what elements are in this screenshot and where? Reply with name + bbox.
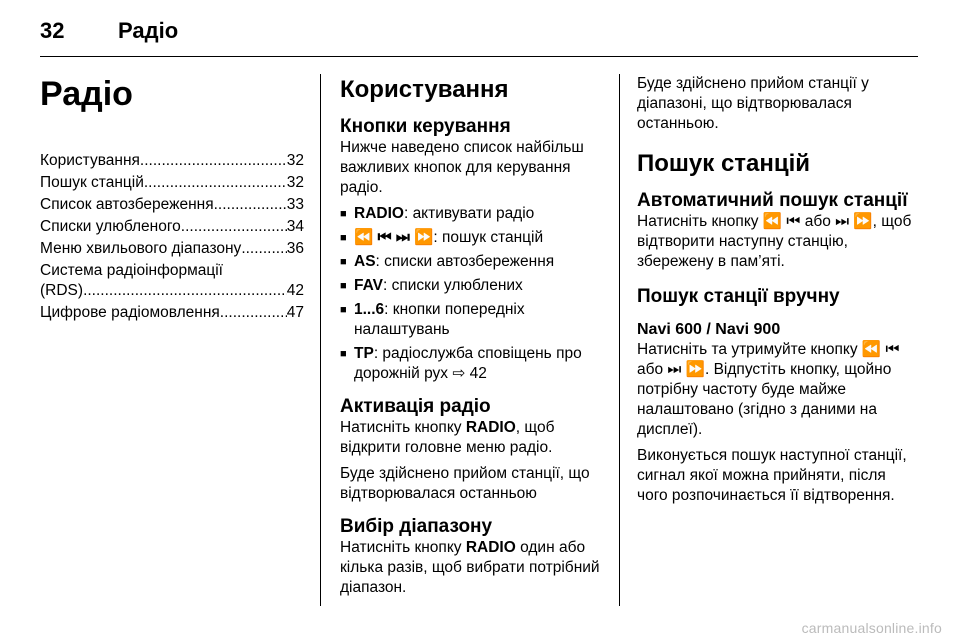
watermark: carmanualsonline.info — [801, 620, 942, 636]
toc-item[interactable]: Списки улюбленого ..... 34 — [40, 217, 304, 237]
manual-search-text-1: Натисніть та утримуйте кнопку ⏪ ⏮ або ⏭ ⏩. Відпустіть кнопку, щойно потрібну частоту буде майже налаштовано (згідно з даними на дисплеї). — [637, 341, 900, 438]
toc-item[interactable]: Меню хвильового діапазону ..... 36 — [40, 239, 304, 259]
column-divider-1 — [320, 74, 321, 606]
table-of-contents — [40, 151, 304, 323]
column-toc — [40, 74, 304, 325]
subsection-activation: Активація радіо — [340, 396, 491, 417]
page-header — [40, 18, 920, 54]
band-text: Натисніть кнопку RADIO один або кілька разів, щоб вибрати потрібний діапазон. — [340, 539, 600, 596]
column-usage — [340, 74, 606, 598]
list-item: ■ 1...6: кнопки попередніх налаштувань — [340, 301, 525, 338]
header-title: Радіо — [118, 18, 179, 43]
list-item: ■ TP: радіослужба сповіщень про дорожній рух ⇨ 42 — [340, 345, 582, 382]
subsection-manual-search: Пошук станції вручну — [637, 286, 840, 307]
toc-item[interactable]: Цифрове радіомовлення ..... 47 — [40, 303, 304, 323]
manual-search-text-2: Виконується пошук наступної станції, сигнал якої можна прийняти, після чого розпочинається її відтворення. — [637, 447, 907, 504]
toc-item[interactable]: Список автозбереження ..... 33 — [40, 195, 304, 215]
band-intro-text: Буде здійснено прийом станції у діапазоні, що відтворювалася останньою. — [637, 75, 869, 132]
seek-icon: ⏪ ⏮ ⏭ ⏩ — [354, 229, 434, 246]
list-item: ■ RADIO: активувати радіо — [340, 205, 535, 222]
subsection-controls: Кнопки керування — [340, 116, 511, 137]
section-title-search: Пошук станцій — [637, 150, 811, 177]
list-item: ■ AS: списки автозбереження — [340, 253, 555, 270]
section-title-usage: Користування — [340, 76, 509, 103]
controls-intro: Нижче наведено список найбільш важливих кнопок для керування радіо. — [340, 139, 584, 196]
activation-text-2: Буде здійснено прийом станції, що відтворювалася останньою — [340, 465, 590, 502]
navi-heading: Navi 600 / Navi 900 — [637, 321, 781, 338]
column-divider-2 — [619, 74, 620, 606]
toc-item[interactable]: Пошук станцій ..... 32 — [40, 173, 304, 193]
toc-item[interactable]: Система радіоінформації (RDS) ..... 42 — [40, 261, 304, 301]
chapter-title: Радіо — [40, 75, 133, 113]
subsection-band: Вибір діапазону — [340, 516, 493, 537]
list-item: ■ ⏪ ⏮ ⏭ ⏩: пошук станцій — [340, 229, 544, 246]
auto-search-text: Натисніть кнопку ⏪ ⏮ або ⏭ ⏩, щоб відтворити наступну станцію, збережену в пам’яті. — [637, 213, 912, 270]
page-number: 32 — [40, 18, 65, 43]
activation-text-1: Натисніть кнопку RADIO, щоб відкрити головне меню радіо. — [340, 419, 555, 456]
subsection-auto-search: Автоматичний пошук станції — [637, 190, 908, 211]
toc-item[interactable]: Користування ..... 32 — [40, 151, 304, 171]
list-item: ■ FAV: списки улюблених — [340, 277, 523, 294]
header-rule — [40, 56, 918, 57]
column-search — [637, 74, 917, 506]
